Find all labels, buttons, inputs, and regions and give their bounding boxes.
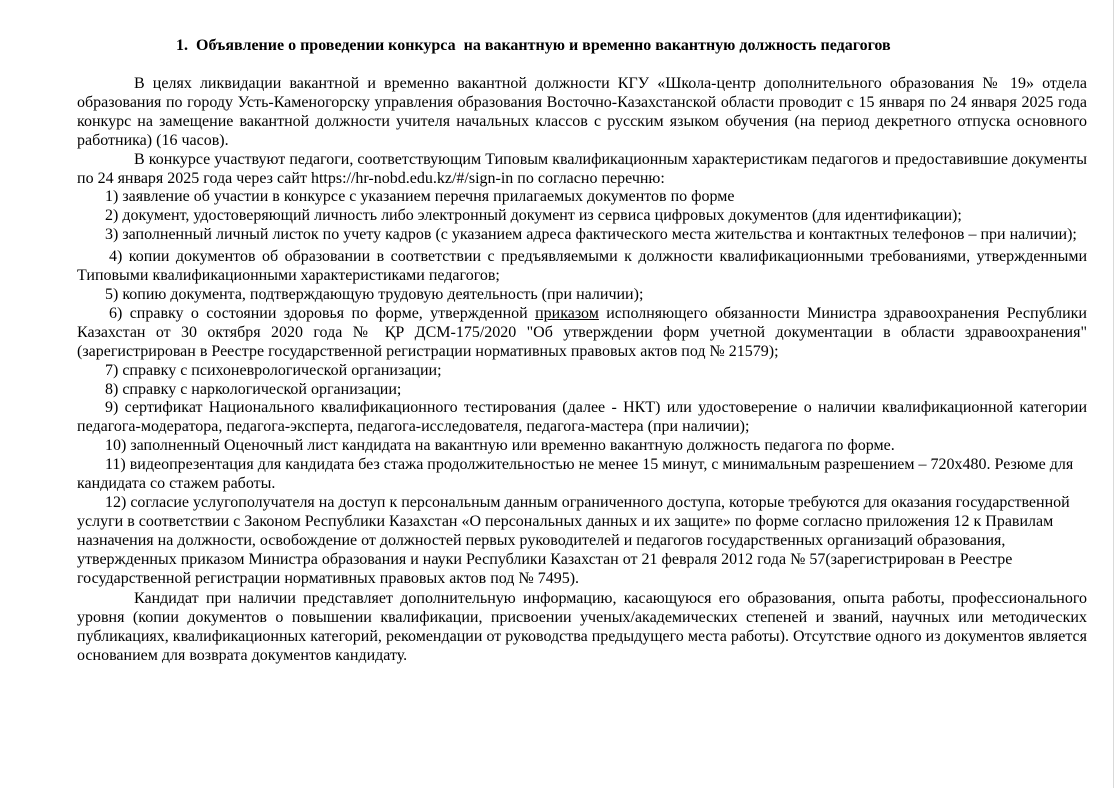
- list-item-6-text-start: 6) справку о состоянии здоровья по форме, утвержденной: [109, 304, 536, 322]
- list-item-12: 12) согласие услугополучателя на доступ к персональным данным ограниченного доступа, которые требуются для оказания государственной услуги в соответствии с Законом Республики Казахстан «О персональных данных и их защите» по форме согласно приложения 12 к Правилам назначения на должности, освобождение от должностей первых руководителей и педагогов государственных организаций образования, утвержденных приказом Министра образования и науки Республики Казахстан от 21 февраля 2012 года № 57(зарегистрирован в Реестре государственной регистрации нормативных правовых актов под № 7495).: [77, 493, 1070, 587]
- closing-paragraph: Кандидат при наличии представляет дополнительную информацию, касающуюся его образования, опыта работы, профессионального уровня (копии документов о повышении квалификации, присвоении ученых/академических степеней и званий, научных или методических публикациях, квалификационных категорий, рекомендации от руководства предыдущего места работы). Отсутствие одного из документов является основанием для возврата документов кандидату.: [77, 590, 1087, 665]
- list-item-1: 1) заявление об участии в конкурсе с указанием перечня прилагаемых документов по форме: [105, 188, 735, 206]
- list-item-11: 11) видеопрезентация для кандидата без стажа продолжительностью не менее 15 минут, с минимальным разрешением – 720x480. Резюме для кандидата со стажем работы.: [77, 456, 1074, 493]
- list-item-10: 10) заполненный Оценочный лист кандидата на вакантную или временно вакантную должность педагога по форме.: [105, 437, 895, 455]
- participants-paragraph: В конкурсе участвуют педагоги, соответствующим Типовым квалификационным характеристикам педагогов и предоставившие документы по 24 января 2025 года через сайт https://hr-nobd.edu.kz/#/sign-in по согласно перечню:: [77, 150, 1087, 187]
- announcement-heading: 1. Объявление о проведении конкурса на вакантную и временно вакантную должность педагогов: [176, 37, 891, 54]
- list-item-9: 9) сертификат Национального квалификационного тестирования (далее - НКТ) или удостоверение о наличии квалификационной категории педагога-модератора, педагога-эксперта, педагога-исследователя, педагога-мастера (при наличии);: [77, 399, 1087, 436]
- list-item-7: 7) справку с психоневрологической организации;: [105, 361, 442, 379]
- order-link[interactable]: приказом: [535, 304, 599, 322]
- list-item-4: 4) копии документов об образовании в соответствии с предъявляемыми к должности квалификационными требованиями, утвержденными Типовыми квалификационными характеристиками педагогов;: [77, 248, 1087, 285]
- page-edge-divider: [1113, 0, 1114, 788]
- list-item-5: 5) копию документа, подтверждающую трудовую деятельность (при наличии);: [105, 285, 644, 303]
- list-item-2: 2) документ, удостоверяющий личность либо электронный документ из сервиса цифровых документов (для идентификации);: [105, 207, 962, 225]
- intro-paragraph: В целях ликвидации вакантной и временно вакантной должности КГУ «Школа-центр дополнительного образования № 19» отдела образования по городу Усть-Каменогорску управления образования Восточно-Казахстанской области проводит с 15 января по 24 января 2025 года конкурс на замещение вакантной должности учителя начальных классов с русским языком обучения (на период декретного отпуска основного работника) (16 часов).: [77, 75, 1087, 149]
- list-item-3: 3) заполненный личный листок по учету кадров (с указанием адреса фактического места жительства и контактных телефонов – при наличии);: [105, 226, 1077, 244]
- list-item-6-text-end: исполняющего обязанности Министра здравоохранения Республики Казахстан от 30 октября 2020 года № ҚР ДСМ-175/2020 "Об утверждении форм учетной документации в области здравоохранения" (зарегистрирован в Реестре государственной регистрации нормативных правовых актов под № 21579);: [77, 304, 1087, 360]
- document-page: [77, 36, 1087, 666]
- list-item-6: [77, 305, 1087, 362]
- list-item-8: 8) справку с наркологической организации;: [105, 380, 402, 398]
